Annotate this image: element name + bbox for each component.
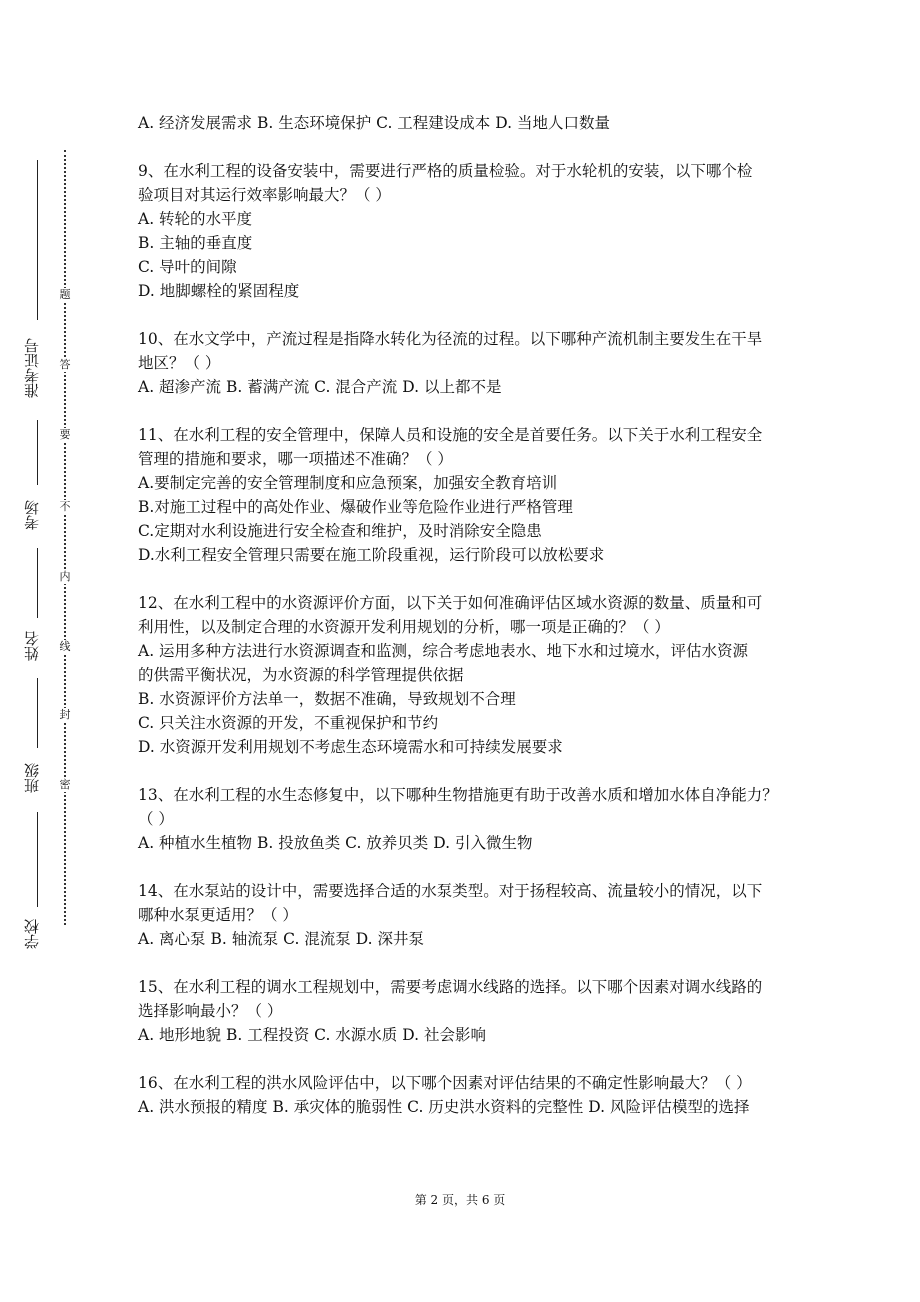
answer-option: A. 转轮的水平度: [138, 210, 253, 228]
answer-option: D.水利工程安全管理只需要在施工阶段重视，运行阶段可以放松要求: [138, 546, 605, 564]
question-stem-line: 10、在水文学中，产流过程是指降水转化为径流的过程。以下哪种产流机制主要发生在干旱: [138, 330, 763, 348]
question-stem-line: 16、在水利工程的洪水风险评估中，以下哪个因素对评估结果的不确定性影响最大？（ ）: [138, 1074, 752, 1092]
question-stem-line: 哪种水泵更适用？（ ）: [138, 906, 298, 924]
seal-char: 封: [57, 708, 73, 722]
room-fill-line: [37, 420, 38, 485]
class-label: 班级: [23, 763, 41, 793]
answer-option: A. 超渗产流 B. 蓄满产流 C. 混合产流 D. 以上都不是: [138, 378, 502, 396]
name-label: 姓名: [23, 631, 41, 661]
question-stem-line: 11、在水利工程的安全管理中，保障人员和设施的安全是首要任务。以下关于水利工程安全: [138, 426, 763, 444]
seal-char: 内: [57, 570, 73, 584]
exam-binding-margin: [0, 0, 120, 1302]
seal-char: 题: [57, 288, 73, 302]
question-13: [138, 783, 788, 855]
question-9: [138, 159, 788, 303]
answer-option: D. 地脚螺栓的紧固程度: [138, 282, 300, 300]
previous-question-options: A. 经济发展需求 B. 生态环境保护 C. 工程建设成本 D. 当地人口数量: [138, 114, 610, 132]
seal-char: 不: [57, 500, 73, 514]
question-11: [138, 423, 788, 567]
question-stem-line: 14、在水泵站的设计中，需要选择合适的水泵类型。对于扬程较高、流量较小的情况，以下: [138, 882, 763, 900]
question-stem-line: 验项目对其运行效率影响最大？（ ）: [138, 186, 391, 204]
answer-option: C. 只关注水资源的开发，不重视保护和节约: [138, 714, 439, 732]
room-label: 考场: [23, 500, 41, 530]
answer-option: B. 主轴的垂直度: [138, 234, 253, 252]
answer-option: 的供需平衡状况，为水资源的科学管理提供依据: [138, 666, 464, 684]
question-stem-line: 12、在水利工程中的水资源评价方面，以下关于如何准确评估区域水资源的数量、质量和可: [138, 594, 763, 612]
seal-char: 密: [57, 778, 73, 792]
seal-char: 答: [57, 358, 73, 372]
question-content: [138, 111, 788, 1119]
page-footer: 第 2 页，共 6 页: [414, 1193, 506, 1207]
question-14: [138, 879, 788, 951]
school-label: 学校: [23, 919, 41, 949]
answer-option: A. 离心泵 B. 轴流泵 C. 混流泵 D. 深井泵: [138, 930, 424, 948]
exam-id-label: 准考证号: [23, 338, 41, 398]
question-stem-line: 管理的措施和要求，哪一项描述不准确？（ ）: [138, 450, 453, 468]
question-stem-line: 9、在水利工程的设备安装中，需要进行严格的质量检验。对于水轮机的安装，以下哪个检: [138, 162, 753, 180]
answer-option: C.定期对水利设施进行安全检查和维护，及时消除安全隐患: [138, 522, 542, 540]
answer-option: A. 地形地貌 B. 工程投资 C. 水源水质 D. 社会影响: [138, 1026, 486, 1044]
answer-option: A.要制定完善的安全管理制度和应急预案，加强安全教育培训: [138, 474, 558, 492]
exam-id-fill-line: [37, 160, 38, 320]
school-fill-line: [37, 812, 38, 907]
answer-option: B.对施工过程中的高处作业、爆破作业等危险作业进行严格管理: [138, 498, 573, 516]
seal-dotted-line: [64, 150, 66, 925]
question-stem-line: （ ）: [138, 810, 174, 828]
question-12: [138, 591, 788, 759]
question-stem-line: 15、在水利工程的调水工程规划中，需要考虑调水线路的选择。以下哪个因素对调水线路的: [138, 978, 763, 996]
question-16: [138, 1071, 788, 1119]
answer-option: C. 导叶的间隙: [138, 258, 237, 276]
question-stem-line: 13、在水利工程的水生态修复中，以下哪种生物措施更有助于改善水质和增加水体自净能力？: [138, 786, 778, 804]
seal-char: 线: [57, 640, 73, 654]
question-10: [138, 327, 788, 399]
answer-option: B. 水资源评价方法单一，数据不准确，导致规划不合理: [138, 690, 516, 708]
answer-option: A. 洪水预报的精度 B. 承灾体的脆弱性 C. 历史洪水资料的完整性 D. 风险评估模型的选择: [138, 1098, 750, 1116]
class-fill-line: [37, 678, 38, 748]
question-stem-line: 选择影响最小？（ ）: [138, 1002, 283, 1020]
question-15: [138, 975, 788, 1047]
seal-char: 要: [57, 428, 73, 442]
answer-option: A. 种植水生植物 B. 投放鱼类 C. 放养贝类 D. 引入微生物: [138, 834, 533, 852]
answer-option: A. 运用多种方法进行水资源调查和监测，综合考虑地表水、地下水和过境水，评估水资源: [138, 642, 749, 660]
question-stem-line: 地区？（ ）: [138, 354, 221, 372]
answer-option: D. 水资源开发利用规划不考虑生态环境需水和可持续发展要求: [138, 738, 563, 756]
question-stem-line: 利用性，以及制定合理的水资源开发利用规划的分析，哪一项是正确的？（ ）: [138, 618, 670, 636]
name-fill-line: [37, 548, 38, 618]
